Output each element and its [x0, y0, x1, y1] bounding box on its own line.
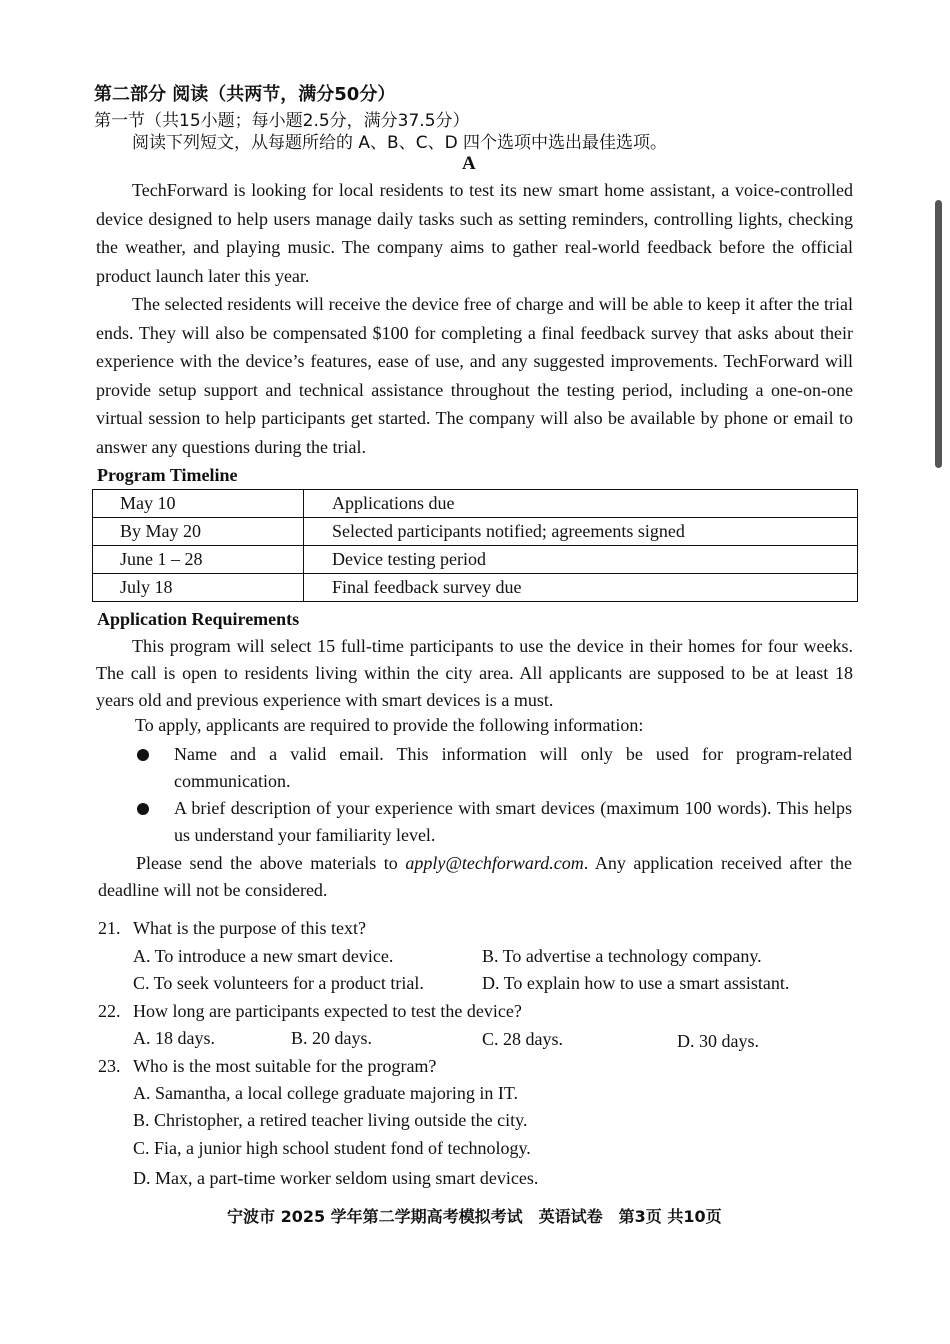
table-row — [93, 518, 858, 546]
option-c[interactable]: C. 28 days. — [482, 1029, 563, 1049]
table-row — [93, 546, 858, 574]
requirements-heading: Application Requirements — [97, 609, 300, 629]
option-d[interactable]: D. 30 days. — [677, 1031, 759, 1051]
question-number: 21. — [98, 918, 121, 938]
paragraph-4: To apply, applicants are required to provide the following information: — [135, 715, 644, 735]
paragraph-5-text: Please send the above materials to — [136, 853, 406, 873]
table-row — [93, 574, 858, 602]
bullet-icon — [137, 749, 149, 761]
option-a[interactable]: A. To introduce a new smart device. — [133, 946, 394, 966]
option-d[interactable]: D. To explain how to use a smart assistant. — [482, 973, 790, 993]
option-a[interactable]: A. 18 days. — [133, 1028, 215, 1048]
question-stem: How long are participants expected to test the device? — [133, 1001, 522, 1021]
section-title: 第一节（共15小题；每小题2.5分，满分37.5分） — [94, 111, 470, 131]
timeline-date: May 10 — [93, 490, 304, 518]
question-number: 23. — [98, 1056, 121, 1076]
question-stem: Who is the most suitable for the program? — [133, 1056, 437, 1076]
instruction-text: 阅读下列短文，从每题所给的 A、B、C、D 四个选项中选出最佳选项。 — [132, 133, 668, 153]
paragraph-2 — [96, 290, 853, 462]
option-b[interactable]: B. To advertise a technology company. — [482, 946, 762, 966]
option-c[interactable]: C. To seek volunteers for a product trial. — [133, 973, 424, 993]
paragraph-5-tail: . Any application received after the deadline will not be considered. — [98, 853, 853, 900]
paragraph-1-text: TechForward is looking for local residents to test its new smart home assistant, a voice-controlled device designed to help users manage daily tasks such as setting reminders, controlling lights, checking the weather, and playing music. The company aims to gather real-world feedback before the official product launch later this year. — [96, 180, 853, 286]
timeline-event: Applications due — [304, 490, 858, 518]
timeline-date: June 1 – 28 — [93, 546, 304, 574]
timeline-date: By May 20 — [93, 518, 304, 546]
option-c[interactable]: C. Fia, a junior high school student fond of technology. — [133, 1138, 531, 1158]
timeline-date: July 18 — [93, 574, 304, 602]
email-link[interactable]: apply@techforward.com — [405, 853, 584, 873]
page-footer: 宁波市 2025 学年第二学期高考模拟考试 英语试卷 第3页 共10页 — [227, 1207, 722, 1226]
option-b[interactable]: B. 20 days. — [291, 1028, 372, 1048]
timeline-table — [92, 489, 858, 602]
scrollbar[interactable] — [935, 200, 942, 468]
paragraph-1 — [96, 176, 853, 290]
paragraph-5 — [98, 850, 852, 904]
timeline-event: Device testing period — [304, 546, 858, 574]
timeline-event: Selected participants notified; agreements signed — [304, 518, 858, 546]
option-b[interactable]: B. Christopher, a retired teacher living outside the city. — [133, 1110, 528, 1130]
question-number: 22. — [98, 1001, 121, 1021]
part-title: 第二部分 阅读（共两节，满分50分） — [94, 84, 396, 105]
paragraph-3 — [96, 633, 853, 714]
paragraph-3-text: This program will select 15 full-time participants to use the device in their homes for four weeks. The call is open to residents living within the city area. All applicants are supposed to be at least 18 years old and previous experience with smart devices is a must. — [96, 636, 853, 710]
timeline-heading: Program Timeline — [97, 465, 238, 485]
option-a[interactable]: A. Samantha, a local college graduate majoring in IT. — [133, 1083, 519, 1103]
option-d[interactable]: D. Max, a part-time worker seldom using smart devices. — [133, 1168, 539, 1188]
paragraph-2-text: The selected residents will receive the device free of charge and will be able to keep it after the trial ends. They will also be compensated $100 for completing a final feedback survey that asks about their experience with the device’s features, ease of use, and any suggested improvements. TechForward will provide setup support and technical assistance throughout the testing period, including a one-on-one virtual session to help participants get started. The company will also be available by phone or email to answer any questions during the trial. — [96, 294, 853, 457]
table-row — [93, 490, 858, 518]
question-stem: What is the purpose of this text? — [133, 918, 366, 938]
bullet-icon — [137, 803, 149, 815]
bullet-item-1: Name and a valid email. This information will only be used for program-related communication. — [174, 744, 852, 791]
bullet-item-2: A brief description of your experience with smart devices (maximum 100 words). This helps us understand your familiarity level. — [174, 798, 852, 845]
timeline-event: Final feedback survey due — [304, 574, 858, 602]
passage-label: A — [462, 153, 476, 174]
